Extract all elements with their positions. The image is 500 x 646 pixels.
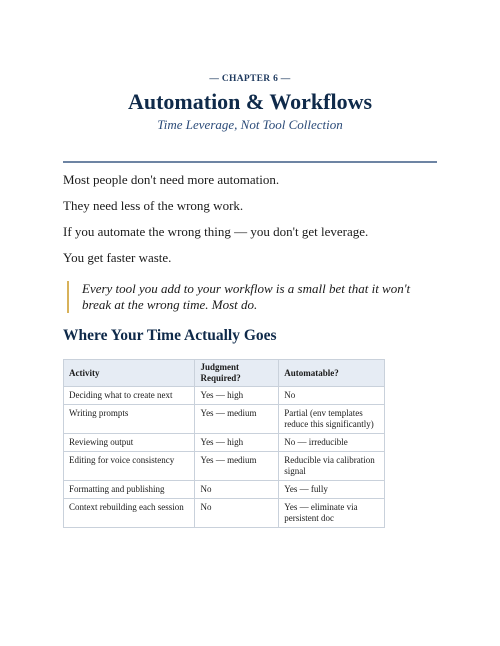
- column-header-activity: Activity: [64, 360, 195, 387]
- table-cell: Yes — high: [195, 387, 279, 405]
- table-cell: Context rebuilding each session: [64, 499, 195, 528]
- table-row: [64, 481, 385, 499]
- table-cell: Yes — fully: [279, 481, 385, 499]
- column-header-judgment: Judgment Required?: [195, 360, 279, 387]
- table-cell: Writing prompts: [64, 405, 195, 434]
- section-heading: Where Your Time Actually Goes: [63, 327, 277, 344]
- column-header-automatable: Automatable?: [279, 360, 385, 387]
- table-cell: No — irreducible: [279, 434, 385, 452]
- table-row: [64, 499, 385, 528]
- table-row: [64, 452, 385, 481]
- table-row: [64, 434, 385, 452]
- table-cell: Deciding what to create next: [64, 387, 195, 405]
- chapter-subtitle: Time Leverage, Not Tool Collection: [157, 117, 343, 132]
- table-cell: Formatting and publishing: [64, 481, 195, 499]
- table-cell: Reviewing output: [64, 434, 195, 452]
- paragraph: You get faster waste.: [63, 250, 172, 265]
- time-allocation-table: [63, 359, 385, 528]
- table-cell: Yes — medium: [195, 405, 279, 434]
- chapter-label: — CHAPTER 6 —: [209, 74, 291, 84]
- paragraph: Most people don't need more automation.: [63, 172, 280, 187]
- table-cell: Partial (env templates reduce this significantly): [279, 405, 385, 434]
- paragraph: If you automate the wrong thing — you don't get leverage.: [63, 224, 369, 239]
- table-header-row: [64, 360, 385, 387]
- paragraph: They need less of the wrong work.: [63, 198, 244, 213]
- pull-quote: Every tool you add to your workflow is a small bet that it won't break at the wrong time. Most do.: [67, 281, 442, 313]
- table-cell: No: [279, 387, 385, 405]
- table-cell: Editing for voice consistency: [64, 452, 195, 481]
- chapter-title: Automation & Workflows: [127, 89, 373, 114]
- table-cell: No: [195, 481, 279, 499]
- table-cell: Yes — high: [195, 434, 279, 452]
- table-cell: Yes — medium: [195, 452, 279, 481]
- table-cell: Reducible via calibration signal: [279, 452, 385, 481]
- table-row: [64, 387, 385, 405]
- divider: [63, 161, 437, 163]
- table-cell: No: [195, 499, 279, 528]
- table-row: [64, 405, 385, 434]
- table-cell: Yes — eliminate via persistent doc: [279, 499, 385, 528]
